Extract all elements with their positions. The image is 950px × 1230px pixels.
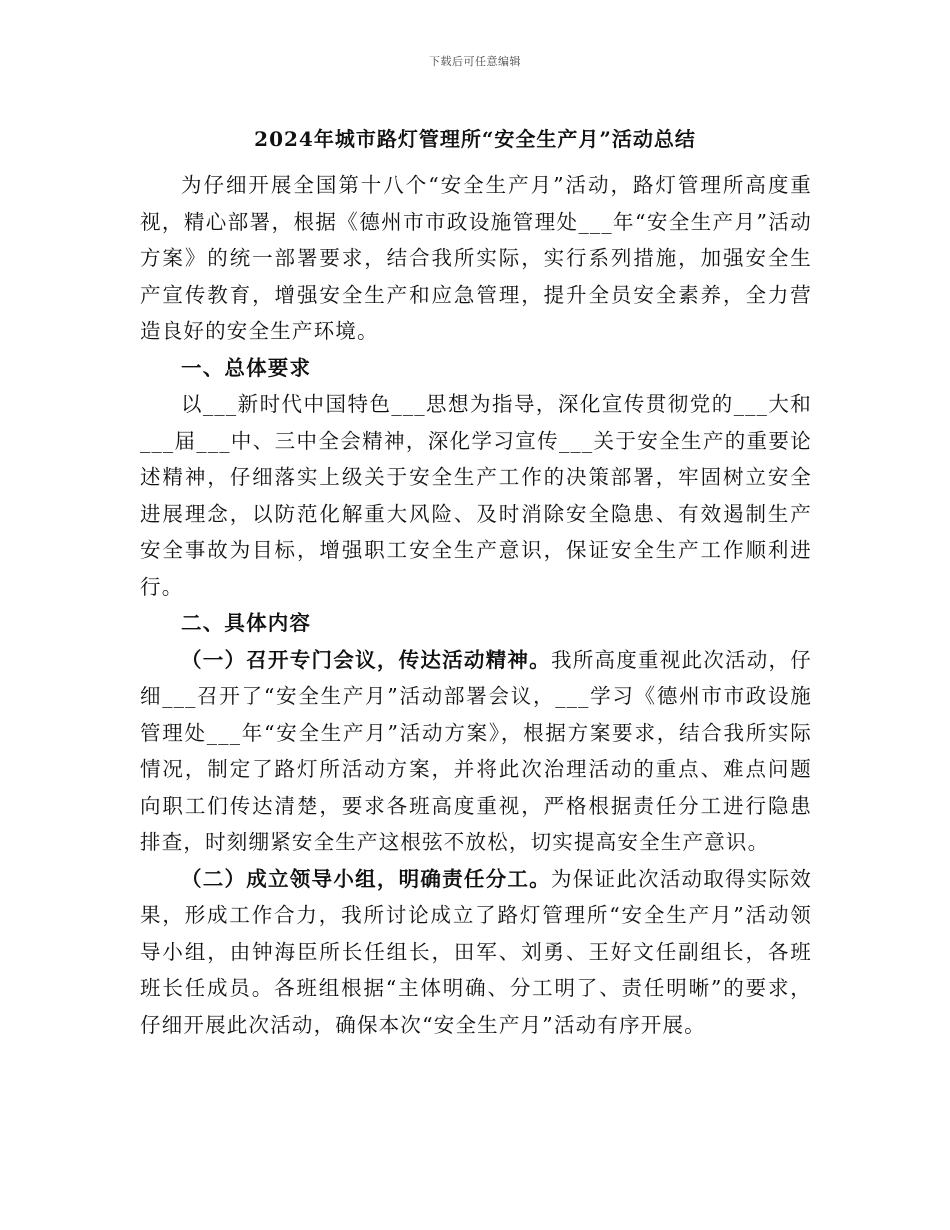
page-title: 2024年城市路灯管理所“安全生产月”活动总结: [254, 127, 696, 151]
detail-item-leadership-lead: （二）成立领导小组，明确责任分工。: [181, 866, 551, 891]
page-header-note: 下载后可任意编辑: [429, 55, 521, 68]
detail-item-leadership: [140, 861, 812, 1044]
document-body: [140, 167, 812, 1043]
detail-item-leadership-text: 为保证此次活动取得实际效果，形成工作合力，我所讨论成立了路灯管理所“安全生产月”活动领导小组，由钟海臣所长任组长，田军、刘勇、王好文任副组长，各班班长任成员。各班组根据“主体明确、分工明了、责任明晰”的要求，仔细开展此次活动，确保本次“安全生产月”活动有序开展。: [140, 866, 812, 1037]
general-requirements-paragraph: 以___新时代中国特色___思想为指导，深化宣传贯彻党的___大和___届___中、三中全会精神，深化学习宣传___关于安全生产的重要论述精神，仔细落实上级关于安全生产工作的决策部署，牢固树立安全进展理念，以防范化解重大风险、及时消除安全隐患、有效遏制生产安全事故为目标，增强职工安全生产意识，保证安全生产工作顺利进行。: [140, 392, 812, 599]
intro-paragraph: 为仔细开展全国第十八个“安全生产月”活动，路灯管理所高度重视，精心部署，根据《德州市市政设施管理处___年“安全生产月”活动方案》的统一部署要求，结合我所实际，实行系列措施，加强安全生产宣传教育，增强安全生产和应急管理，提升全员安全素养，全力营造良好的安全生产环境。: [140, 173, 812, 343]
detail-item-meeting-text: 我所高度重视此次活动，仔细___召开了“安全生产月”活动部署会议，___学习《德州市市政设施管理处___年“安全生产月”活动方案》，根据方案要求，结合我所实际情况，制定了路灯所活动方案，并将此次治理活动的重点、难点问题向职工们传达清楚，要求各班高度重视，严格根据责任分工进行隐患排查，时刻绷紧安全生产这根弦不放松，切实提高安全生产意识。: [140, 647, 812, 854]
detail-item-meeting-lead: （一）召开专门会议，传达活动精神。: [181, 647, 551, 672]
section-heading-details: 二、具体内容: [181, 611, 312, 635]
detail-item-meeting: [140, 642, 812, 861]
section-heading-general: 一、总体要求: [181, 355, 312, 380]
